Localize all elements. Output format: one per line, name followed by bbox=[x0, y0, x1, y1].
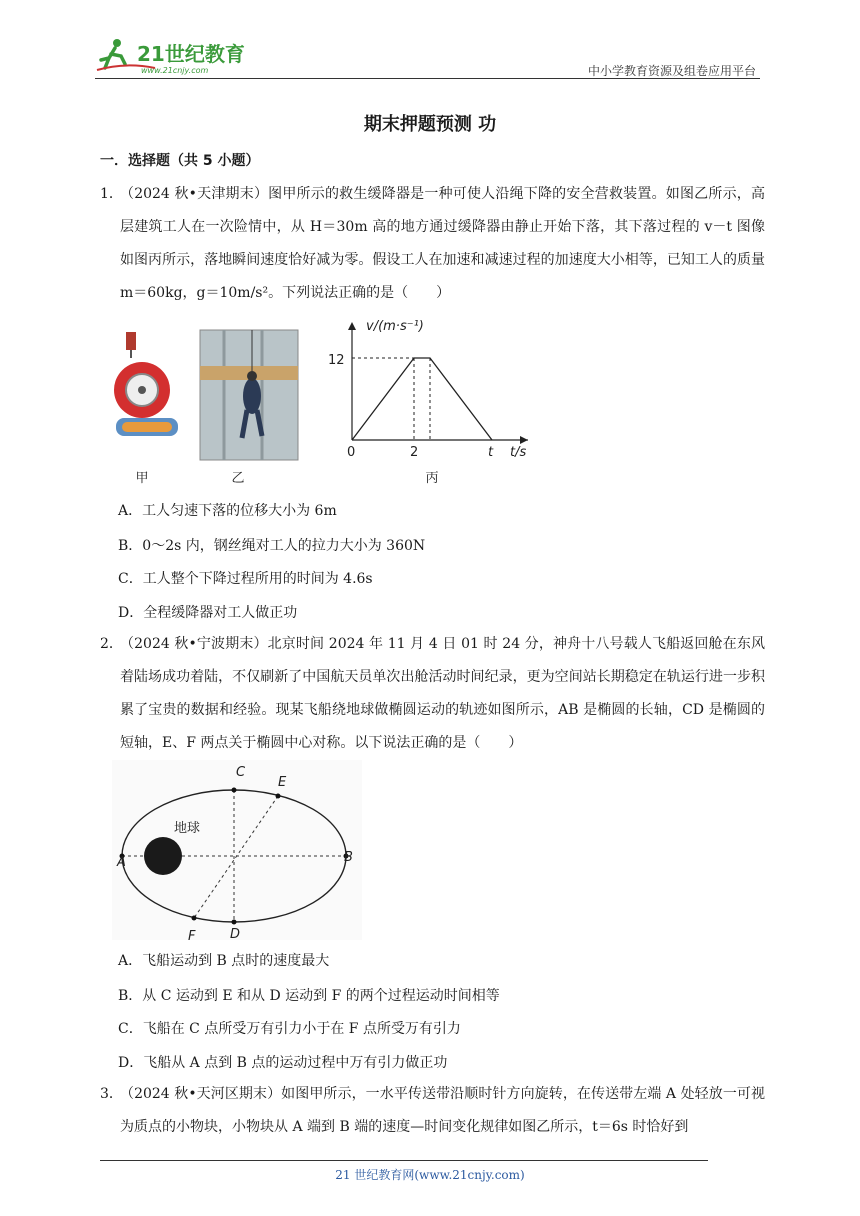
header-divider bbox=[95, 78, 760, 79]
point-a-label: A bbox=[117, 855, 126, 870]
earth-label: 地球 bbox=[174, 821, 201, 836]
point-f-label: F bbox=[188, 929, 196, 940]
vt-y-axis-label: v/(m·s⁻¹) bbox=[366, 319, 424, 334]
option-d: D．飞船从 A 点到 B 点的运动过程中万有引力做正功 bbox=[118, 1055, 448, 1071]
question-1 bbox=[100, 178, 765, 310]
orbit-diagram bbox=[112, 760, 362, 940]
footer-link[interactable]: 21 世纪教育网(www.21cnjy.com) bbox=[335, 1168, 525, 1182]
footer-divider bbox=[100, 1160, 708, 1161]
point-c-label: C bbox=[236, 765, 246, 780]
earth-icon bbox=[144, 837, 182, 875]
question-2 bbox=[100, 628, 765, 760]
platform-name: 中小学教育资源及组卷应用平台 bbox=[587, 64, 756, 78]
option-b: B．从 C 运动到 E 和从 D 运动到 F 的两个过程运动时间相等 bbox=[118, 988, 500, 1004]
point-b-label: B bbox=[344, 850, 353, 865]
vt-origin: 0 bbox=[347, 445, 356, 460]
vt-x-tick: 2 bbox=[410, 445, 419, 460]
page-header bbox=[95, 30, 760, 82]
question-text: （2024 秋•宁波期末）北京时间 2024 年 11 月 4 日 01 时 24 分，神舟十八号载人飞船返回舱在东风着陆场成功着陆，不仅刷新了中国航天员单次出舱活动时间纪录，更为空间站长期稳定在轨运行进一步积累了宝贵的数据和经验。现某飞船绕地球做椭圆运动的轨迹如图所示，AB 是椭圆的长轴，CD 是椭圆的短轴，E、F 两点关于椭圆中心对称。以下说法正确的是（ ） bbox=[120, 636, 765, 751]
worker-photo bbox=[200, 330, 298, 460]
option-a: A．飞船运动到 B 点时的速度最大 bbox=[118, 953, 330, 969]
question-1-figure bbox=[112, 318, 537, 490]
question-number: 1． bbox=[100, 186, 123, 202]
logo bbox=[95, 36, 255, 76]
vt-y-tick: 12 bbox=[328, 353, 345, 368]
question-number: 3． bbox=[100, 1086, 123, 1102]
vt-graph bbox=[348, 322, 528, 444]
vt-x-axis-label: t/s bbox=[510, 445, 527, 460]
question-text: （2024 秋•天河区期末）如图甲所示，一水平传送带沿顺时针方向旋转，在传送带左端 A 处轻放一可视为质点的小物块，小物块从 A 端到 B 端的速度—时间变化规律如图乙所示，t＝6s 时恰好到 bbox=[120, 1086, 765, 1135]
figure-label-bing: 丙 bbox=[425, 471, 439, 486]
logo-text: 21世纪教育 bbox=[137, 42, 245, 66]
descender-device-image bbox=[114, 332, 178, 436]
option-b: B．0～2s 内，钢丝绳对工人的拉力大小为 360N bbox=[118, 538, 426, 554]
vt-x-end: t bbox=[488, 445, 494, 460]
option-c: C．飞船在 C 点所受万有引力小于在 F 点所受万有引力 bbox=[118, 1021, 461, 1037]
page-title: 期末押题预测 功 bbox=[363, 114, 497, 135]
point-d-label: D bbox=[230, 927, 241, 940]
section-heading: 一．选择题（共 5 小题） bbox=[100, 153, 260, 169]
question-text: （2024 秋•天津期末）图甲所示的救生缓降器是一种可使人沿绳下降的安全营救装置。如图乙所示，高层建筑工人在一次险情中，从 H＝30m 高的地方通过缓降器由静止开始下落，其下落过程的 v－t 图像如图丙所示，落地瞬间速度恰好减为零。假设工人在加速和减速过程的加速度大小相等，已知工人的质量 m＝60kg，g＝10m/s²。下列说法正确的是（ ） bbox=[120, 186, 765, 301]
option-a: A．工人匀速下落的位移大小为 6m bbox=[118, 503, 337, 519]
question-3 bbox=[100, 1078, 765, 1144]
question-number: 2． bbox=[100, 636, 123, 652]
logo-url: www.21cnjy.com bbox=[141, 66, 209, 75]
option-d: D．全程缓降器对工人做正功 bbox=[118, 605, 298, 621]
figure-label-jia: 甲 bbox=[135, 471, 149, 486]
option-c: C．工人整个下降过程所用的时间为 4.6s bbox=[118, 571, 373, 587]
point-e-label: E bbox=[278, 775, 287, 790]
figure-label-yi: 乙 bbox=[231, 471, 245, 486]
